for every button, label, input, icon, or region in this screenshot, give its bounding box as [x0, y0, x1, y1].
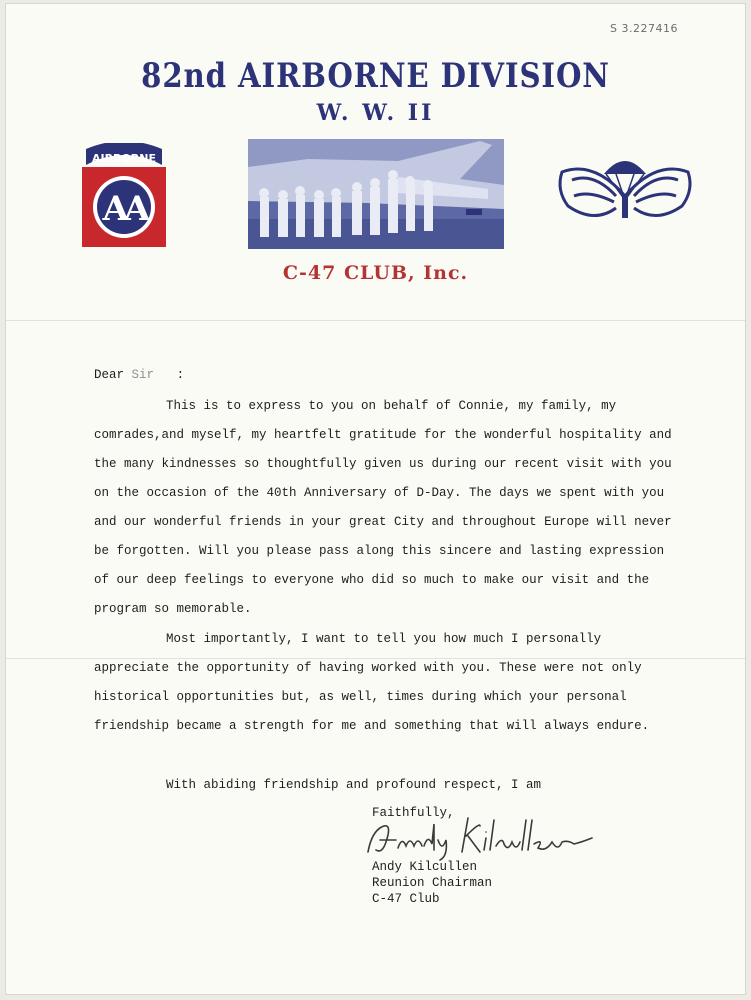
closing-line: With abiding friendship and profound respect, I am: [166, 778, 542, 792]
paragraph-2-line: appreciate the opportunity of having worked with you. These were not only: [94, 661, 642, 675]
valediction: Faithfully,: [372, 806, 455, 820]
salutation-colon: :: [176, 368, 185, 382]
paragraph-2-line: Most importantly, I want to tell you how much I personally: [166, 632, 602, 646]
salutation: [94, 368, 184, 382]
signer-name: Andy Kilcullen: [372, 860, 478, 874]
paragraph-1-line: the many kindnesses so thoughtfully given us during our recent visit with you: [94, 457, 672, 471]
signer-title: Reunion Chairman: [372, 876, 493, 890]
paragraph-1-line: comrades,and myself, my heartfelt gratitude for the wonderful hospitality and: [94, 428, 672, 442]
salutation-word: Dear: [94, 368, 125, 382]
letterhead-war-subtitle: W. W. II: [316, 100, 435, 126]
parachutist-wings-icon: [554, 150, 696, 230]
salutation-name: Sir: [131, 368, 155, 382]
paragraph-1-line: and our wonderful friends in your great City and throughout Europe will never: [94, 515, 672, 529]
paragraph-1-line: be forgotten. Will you please pass along this sincere and lasting expression: [94, 544, 665, 558]
letterhead-division-title: 82nd AIRBORNE DIVISION: [141, 56, 610, 96]
archive-number: S 3.227416: [610, 22, 678, 35]
airborne-patch-icon: [80, 143, 168, 249]
paragraph-1-line: This is to express to you on behalf of Connie, my family, my: [166, 399, 617, 413]
fold-line: [6, 320, 745, 321]
signer-organization: C-47 Club: [372, 892, 440, 906]
patch-tab-label: AIRBORNE: [91, 152, 157, 165]
paragraph-1-line: of our deep feelings to everyone who did so much to make our visit and the: [94, 573, 650, 587]
paragraph-1-line: program so memorable.: [94, 602, 252, 616]
paragraph-1-line: on the occasion of the 40th Anniversary of D-Day. The days we spent with you: [94, 486, 665, 500]
patch-letters: AA: [102, 189, 146, 229]
handwritten-signature: [362, 812, 598, 862]
paratroopers-photo: [248, 139, 504, 249]
letterhead-club-name: C-47 CLUB, Inc.: [282, 262, 469, 284]
fold-line: [6, 658, 745, 659]
paragraph-2-line: historical opportunities but, as well, times during which your personal: [94, 690, 627, 704]
paragraph-2-line: friendship became a strength for me and something that will always endure.: [94, 719, 650, 733]
